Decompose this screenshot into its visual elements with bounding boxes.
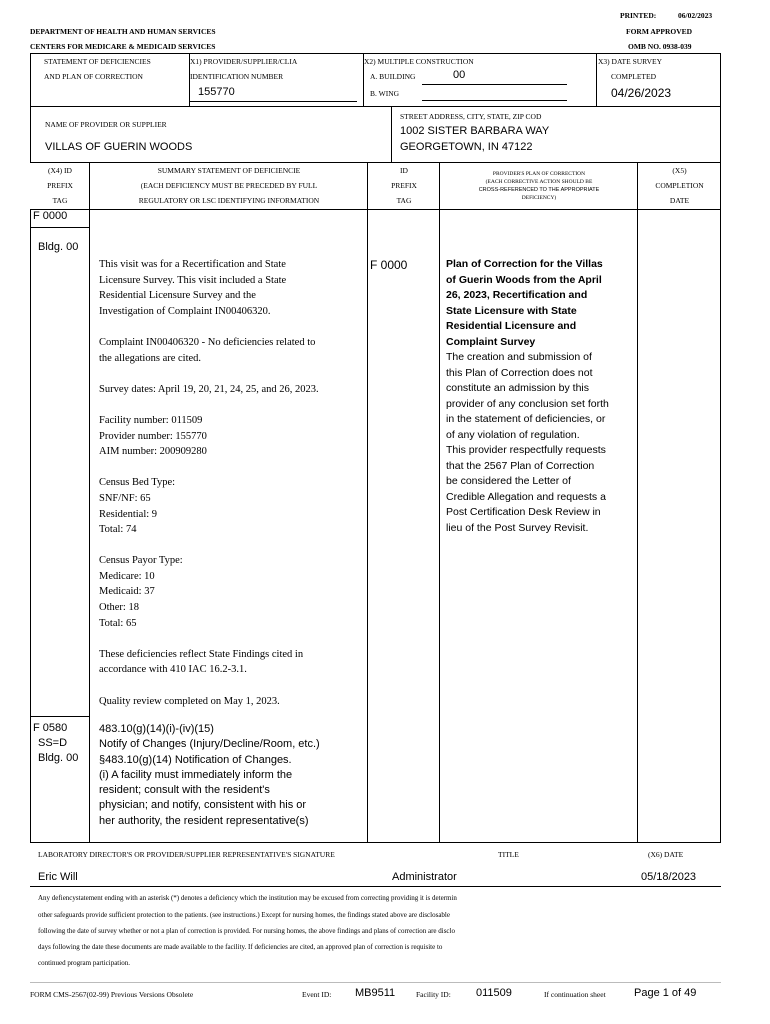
signature-date-label: (X6) DATE [648,850,684,859]
address-line-2: GEORGETOWN, IN 47122 [400,141,533,153]
disclaimer-line: continued program participation. [38,959,130,967]
summary-line: the allegations are cited. [99,352,202,364]
facility-id-value: 011509 [476,987,512,999]
left-border-lower [30,209,31,843]
divider-x3 [596,53,597,106]
signer-name: Eric Will [38,871,78,883]
bldg-00: Bldg. 00 [38,241,79,253]
poc-text-line: constitute an admission by this [446,382,589,394]
statement-label-2: AND PLAN OF CORRECTION [44,72,143,81]
poc-header-1: PROVIDER'S PLAN OF CORRECTION [492,171,586,177]
poc-text-line: in the statement of deficiencies, or [446,413,606,425]
summary-paragraph-census-payor [99,553,361,631]
disclaimer-line: following the date of survey whether or not a plan of correction is provided. For nursing homes, the above findings and plans of correction are disclo [38,927,455,935]
plan-of-correction [446,257,626,536]
left-border-upper [30,53,31,163]
address-line-1: 1002 SISTER BARBARA WAY [400,125,550,137]
summary-paragraph-census-bed [99,475,361,537]
x4-header-2: PREFIX [47,181,73,190]
summary-line: Total: 65 [99,617,137,629]
summary-paragraph-review [99,694,361,710]
building-label: A. BUILDING [370,72,416,81]
poc-text-line: be considered the Letter of [446,475,571,487]
summary-line: Medicaid: 37 [99,586,155,598]
event-id-value: MB9511 [355,987,396,999]
x5-header-1: (X5) [672,166,687,175]
summary-line: Census Payor Type: [99,555,183,567]
signature-date: 05/18/2023 [641,871,697,883]
summary-paragraph-visit [99,257,361,319]
id-header-3: TAG [396,196,412,205]
col-divider-4 [637,162,638,843]
scope-severity: SS=D [38,737,68,749]
tag-underline [30,227,90,228]
poc-text-line: provider of any conclusion set forth [446,397,609,410]
poc-title-line: Complaint Survey [446,335,536,348]
building-underline [422,84,567,85]
printed-label: PRINTED: [620,11,657,20]
f0580-line: her authority, the resident representative(s) [99,814,309,827]
poc-text-line: that the 2567 Plan of Correction [446,459,595,472]
poc-title-line: 26, 2023, Recertification and [446,289,588,301]
x5-header-2: COMPLETION [655,181,704,190]
provider-number-value: 155770 [198,86,235,98]
tag-f0580: F 0580 [33,722,68,734]
poc-title-line: Plan of Correction for the Villas [446,258,603,270]
f0580-line: resident; consult with the resident's [99,784,270,797]
summary-line: AIM number: 200909280 [99,446,207,458]
f0580-line: 483.10(g)(14)(i)-(iv)(15) [99,723,214,735]
page-number: Page 1 of 49 [634,987,697,999]
x1-label-2: IDENTIFICATION NUMBER [190,72,284,81]
x1-label: X1) PROVIDER/SUPPLIER/CLIA [190,57,298,66]
summary-line: Licensure Survey. This visit included a State [99,274,287,286]
address-label: STREET ADDRESS, CITY, STATE, ZIP COD [400,112,542,121]
title-label: TITLE [498,850,519,859]
poc-text-line: lieu of the Post Survey Revisit. [446,521,589,534]
summary-line: Investigation of Complaint IN00406320. [99,305,271,317]
summary-line: Other: 18 [99,602,139,614]
id-header-1: ID [400,166,408,175]
x3-label-2: COMPLETED [611,72,656,81]
poc-text-line: this Plan of Correction does not [446,366,593,379]
id-header-2: PREFIX [391,181,417,190]
signature-top-line [30,842,721,843]
poc-header-4: DEFICIENCY) [521,195,557,201]
id-tag-f0000: F 0000 [370,258,408,272]
x1-value-underline [189,101,357,102]
survey-completed-date: 04/26/2023 [611,86,672,100]
provider-divider [391,106,392,163]
summary-line: Survey dates: April 19, 20, 21, 24, 25, and 26, 2023. [99,383,319,395]
printed-date: 06/02/2023 [678,11,713,20]
summary-line: Census Bed Type: [99,477,176,489]
poc-title-line: of Guerin Woods from the April [446,273,602,286]
wing-underline [422,100,567,101]
event-id-label: Event ID: [302,990,332,999]
summary-paragraph-dates [99,382,361,398]
col-divider-1 [89,162,90,843]
poc-title-line: State Licensure with State [446,304,577,317]
column-header-top [30,162,721,163]
poc-text-line: Credible Allegation and requests a [446,490,606,503]
summary-line: Residential: 9 [99,508,158,520]
summary-line: Complaint IN00406320 - No deficiencies related to [99,336,316,348]
continuation-label: If continuation sheet [544,990,606,999]
provider-name-value: VILLAS OF GUERIN WOODS [45,141,193,153]
bldg-00-f0580: Bldg. 00 [38,752,79,764]
summary-header-1: SUMMARY STATEMENT OF DEFICIENCIE [157,166,301,175]
centers-heading: CENTERS FOR MEDICARE & MEDICAID SERVICES [30,42,216,51]
poc-title-line: Residential Licensure and [446,320,577,332]
poc-text-line: of any violation of regulation. [446,428,580,441]
summary-line: This visit was for a Recertification and State [99,259,286,270]
wing-label: B. WING [370,89,400,98]
column-header-bottom [30,209,721,210]
summary-paragraph-findings [99,647,361,678]
summary-line: Total: 74 [99,524,137,536]
disclaimer-line: days following the date these documents are made available to the facility. If deficiencies are cited, an approved plan of correction is requisite to [38,943,443,951]
col-divider-2 [367,162,368,843]
summary-line: Residential Licensure Survey and the [99,290,256,302]
x4-header-1: (X4) ID [48,166,72,175]
footer-rule [30,982,721,983]
signature-label: LABORATORY DIRECTOR'S OR PROVIDER/SUPPLIER REPRESENTATIVE'S SIGNATURE [38,850,335,859]
x2-label: X2) MULTIPLE CONSTRUCTION [364,57,474,66]
poc-text-line: Post Certification Desk Review in [446,506,601,518]
summary-paragraph-numbers [99,413,361,460]
department-heading: DEPARTMENT OF HEALTH AND HUMAN SERVICES [30,27,216,36]
summary-paragraph-complaint [99,335,361,366]
x5-header-3: DATE [669,196,690,205]
summary-line: Medicare: 10 [99,570,155,582]
poc-header-2: (EACH CORRECTIVE ACTION SHOULD BE [485,179,593,185]
summary-header-2: (EACH DEFICIENCY MUST BE PRECEDED BY FULL [140,181,318,190]
poc-text-line: This provider respectfully requests [446,444,606,456]
summary-line: Quality review completed on May 1, 2023. [99,695,280,707]
signature-bottom-line [30,886,721,887]
f0580-text [99,722,361,829]
summary-line: These deficiencies reflect State Findings cited in [99,648,304,660]
tag-f0000: F 0000 [33,210,68,222]
building-value: 00 [453,69,466,81]
provider-name-label: NAME OF PROVIDER OR SUPPLIER [45,120,167,129]
f0580-line: Notify of Changes (Injury/Decline/Room, etc.) [99,738,320,751]
omb-number: OMB NO. 0938-039 [628,42,692,51]
form-number: FORM CMS-2567(02-99) Previous Versions Obsolete [30,990,194,999]
f0580-separator [30,716,90,717]
x4-header-3: TAG [52,196,68,205]
poc-header-3: CROSS-REFERENCED TO THE APPROPRIATE [478,187,600,193]
disclaimer-line: other safeguards provide sufficient protection to the patients. (see instructions.) Except for nursing homes, the findings stated above are disclosable [38,911,450,919]
summary-header-3: REGULATORY OR LSC IDENTIFYING INFORMATION [138,196,320,205]
statement-label-1: STATEMENT OF DEFICIENCIES [44,57,151,66]
form-approved: FORM APPROVED [626,27,693,36]
facility-id-label: Facility ID: [416,990,451,999]
summary-line: accordance with 410 IAC 16.2-3.1. [99,664,247,676]
summary-line: Provider number: 155770 [99,430,207,442]
summary-line: Facility number: 011509 [99,414,203,426]
top-box-border-bottom [30,106,721,107]
x3-label: X3) DATE SURVEY [598,57,662,66]
summary-line: SNF/NF: 65 [99,492,151,504]
f0580-line: §483.10(g)(14) Notification of Changes. [99,753,292,766]
f0580-line: physician; and notify, consistent with his or [99,799,307,812]
signer-title: Administrator [392,871,457,883]
summary-statement [99,257,361,725]
top-box-border-top [30,53,721,54]
disclaimer-line: Any defiencystatement ending with an asterisk (*) denotes a deficiency which the institution may be excused from correcting providing it is determin [38,894,457,902]
poc-text-line: The creation and submission of [446,351,592,363]
col-divider-3 [439,162,440,843]
f0580-line: (i) A facility must immediately inform the [99,768,293,781]
